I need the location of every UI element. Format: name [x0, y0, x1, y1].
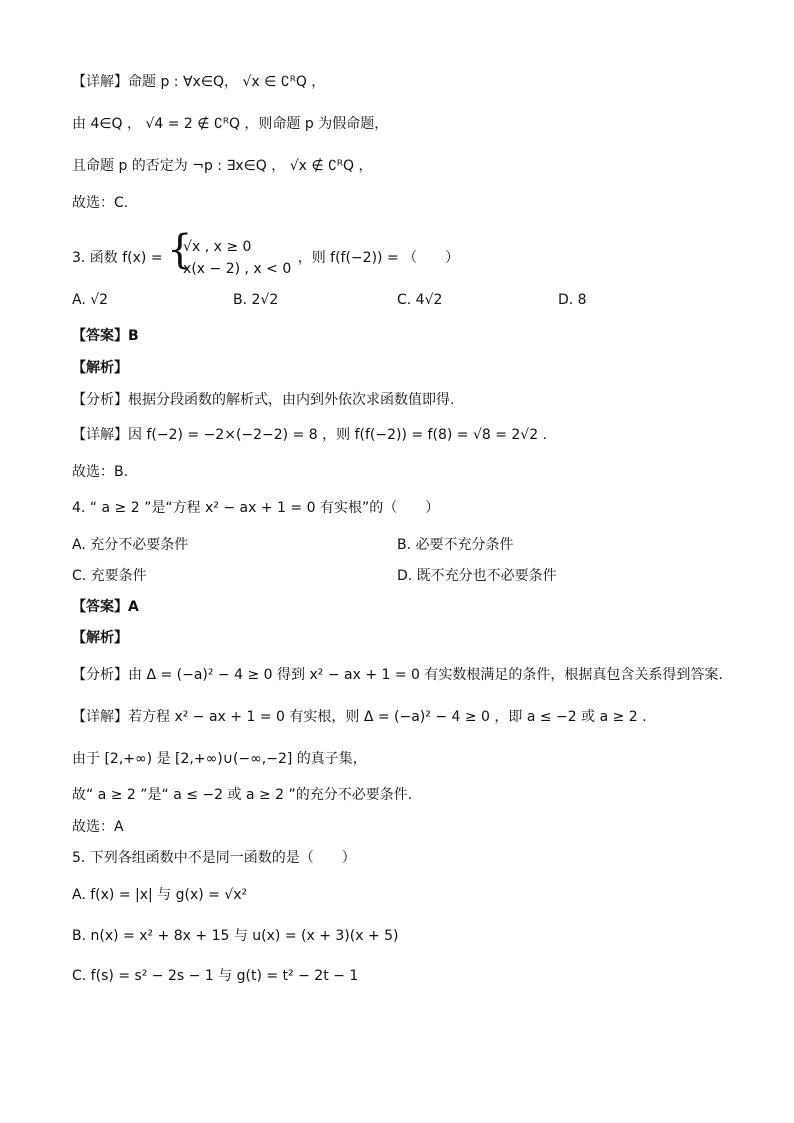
q5-option-a: A. f(x) = |x| 与 g(x) = √x² — [72, 887, 248, 903]
choose-line-q2: 故选：C. — [72, 195, 129, 211]
q3-option-c: C. 4√2 — [397, 292, 443, 308]
piecewise-function — [167, 227, 293, 280]
q4-option-d: D. 既不充分也不必要条件 — [397, 568, 557, 584]
q3-detail-text: 【详解】因 f(−2) = −2×(−2−2) = 8 ，则 f(f(−2)) = f(8) = √8 = 2√2 . — [72, 427, 548, 443]
q4-option-c: C. 充要条件 — [72, 568, 147, 584]
q4-choose: 故选：A — [72, 819, 124, 835]
question-3 — [72, 227, 460, 280]
q3-suffix: ，则 f(f(−2)) = （ ） — [297, 250, 460, 266]
q4-analysis-text: 【分析】由 Δ = (−a)² − 4 ≥ 0 得到 x² − ax + 1 = 0 有实数根满足的条件，根据真包含关系得到答案. — [72, 667, 723, 683]
q4-answer: 【答案】A — [72, 599, 139, 615]
q3-prefix: 3. 函数 f(x) = — [72, 250, 163, 266]
detail-line-2: 由 4∈Q ， √4 = 2 ∉ ∁ᴿQ ，则命题 p 为假命题， — [72, 116, 389, 132]
q3-analysis-text: 【分析】根据分段函数的解析式，由内到外依次求函数值即得. — [72, 392, 455, 408]
q3-option-b: B. 2√2 — [233, 292, 279, 308]
detail-line-1: 【详解】命题 p : ∀x∈Q， √x ∈ ∁ᴿQ ， — [72, 74, 326, 90]
q4-detail-text: 【详解】若方程 x² − ax + 1 = 0 有实根，则 Δ = (−a)² − 4 ≥ 0 ，即 a ≤ −2 或 a ≥ 2 . — [72, 709, 647, 725]
q4-option-a: A. 充分不必要条件 — [72, 537, 189, 553]
left-brace-icon: { — [167, 227, 193, 273]
q3-choose: 故选：B. — [72, 464, 129, 480]
q5-option-b: B. n(x) = x² + 8x + 15 与 u(x) = (x + 3)(x + 5) — [72, 928, 399, 944]
q4-therefore-text: 故“ a ≥ 2 ”是“ a ≤ −2 或 a ≥ 2 ”的充分不必要条件. — [72, 787, 413, 803]
q3-answer: 【答案】B — [72, 328, 139, 344]
question-5: 5. 下列各组函数中不是同一函数的是（ ） — [72, 850, 356, 866]
q3-option-d: D. 8 — [558, 292, 587, 308]
piecewise-case-1: √x , x ≥ 0 — [183, 239, 252, 255]
q4-analysis-heading: 【解析】 — [72, 630, 128, 646]
detail-line-3: 且命题 p 的否定为 ¬p : ∃x∈Q ， √x ∉ ∁ᴿQ ， — [72, 158, 373, 174]
q3-analysis-heading: 【解析】 — [72, 360, 128, 376]
q4-since-text: 由于 [2,+∞) 是 [2,+∞)∪(−∞,−2] 的真子集， — [72, 751, 367, 767]
q3-option-a: A. √2 — [72, 292, 109, 308]
question-4: 4. “ a ≥ 2 ”是“方程 x² − ax + 1 = 0 有实根”的（ ） — [72, 500, 440, 516]
q4-option-b: B. 必要不充分条件 — [397, 537, 514, 553]
piecewise-case-2: x(x − 2) , x < 0 — [183, 261, 292, 277]
q5-option-c: C. f(s) = s² − 2s − 1 与 g(t) = t² − 2t − 1 — [72, 968, 359, 984]
